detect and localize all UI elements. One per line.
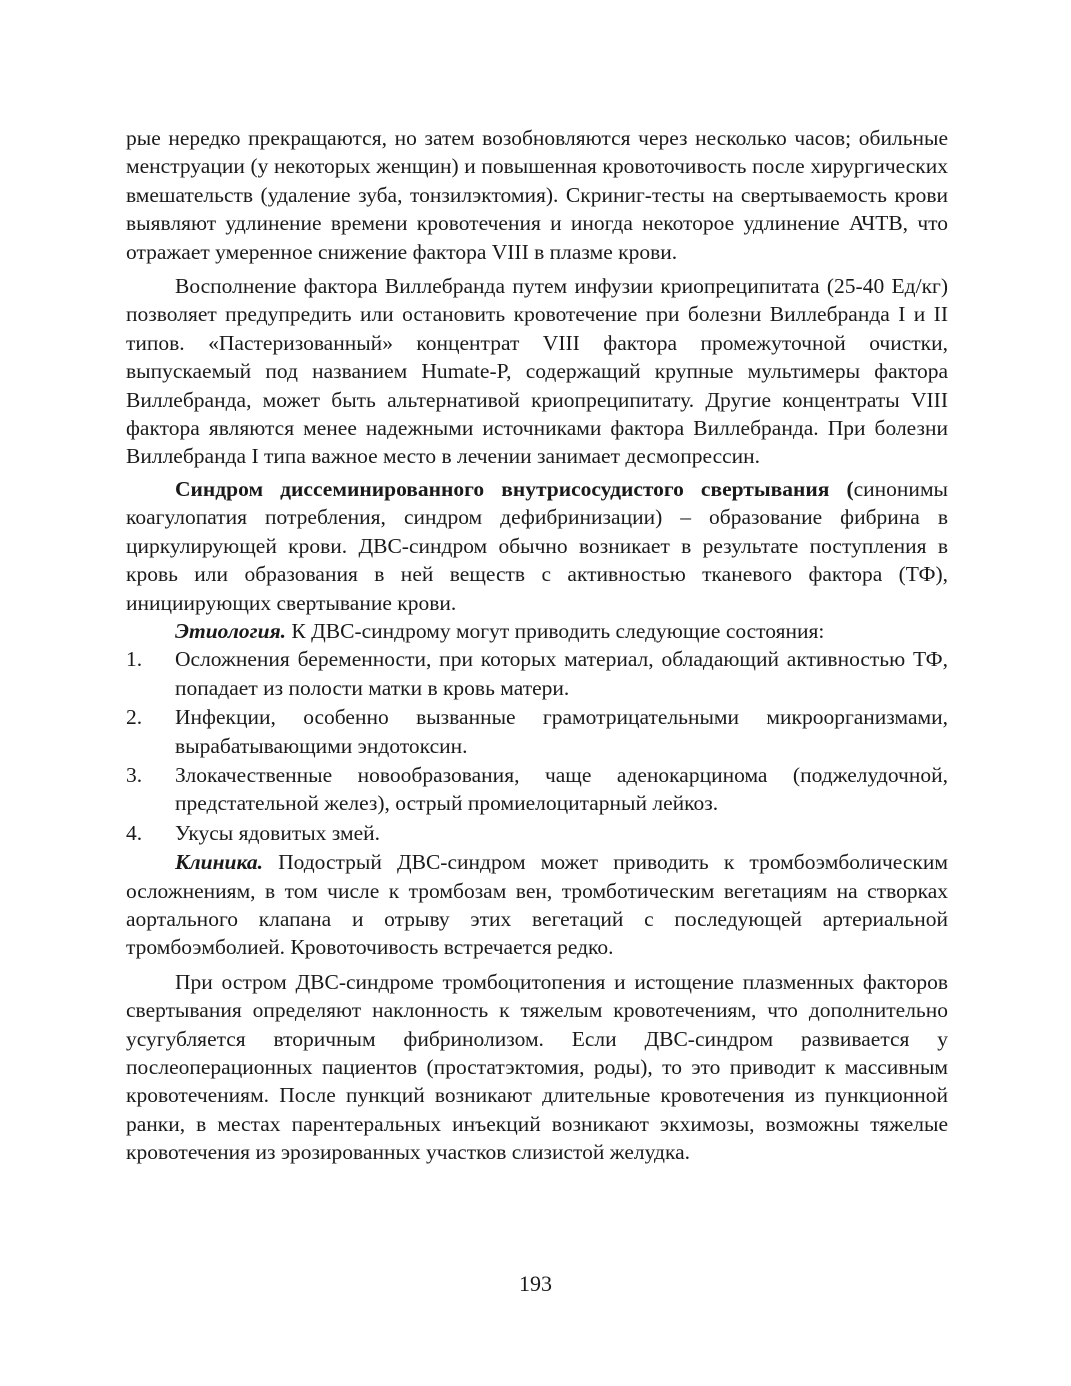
paragraph-acute-dic: При остром ДВС-синдроме тромбоцитопения и истощение плазменных факторов свертывания определяют наклонность к тяжелым кровотечениям, что дополнительно усугубляется вторичным фибринолизом. Если ДВС-синдром развивается у послеоперационных пациентов (простатэктомия, роды), то это приводит к массивным кровотечениям. После пункций возникают длительные кровотечения из пункционной ранки, в местах парентеральных инъекций возникают экхимозы, возможны тяжелые кровотечения из эрозированных участков слизистой желудка.	[126, 969, 948, 1165]
list-item-text: Укусы ядовитых змей.	[175, 820, 381, 845]
paragraph-etiology	[126, 617, 948, 645]
paragraph-clinic	[126, 848, 948, 962]
list-item-text: Осложнения беременности, при которых материал, обладающий активностью ТФ, попадает из полости матки в кровь матери.	[175, 647, 948, 700]
paragraph-dic-definition	[126, 475, 948, 617]
list-item-text: Злокачественные новообразования, чаще аденокарцинома (поджелудочной, предстательной желез), острый промиелоцитарный лейкоз.	[175, 762, 948, 816]
list-item	[126, 645, 948, 702]
list-item-number: 3.	[126, 762, 143, 787]
etiology-heading: Этиология.	[175, 618, 287, 643]
list-item-text: Инфекции, особенно вызванные грамотрицательными микроорганизмами, вырабатывающими эндотоксин.	[175, 705, 948, 758]
clinic-text: Подострый ДВС-синдром может приводить к тромбоэмболическим осложнениям, в том числе к тромбозам вен, тромботическим вегетациям на створках аортального клапана и отрыву этих вегетаций с последующей артериальной тромбоэмболией. Кровоточивость встречается редко.	[126, 850, 948, 960]
paragraph-continuation: рые нередко прекращаются, но затем возобновляются через несколько часов; обильные менструации (у некоторых женщин) и повышенная кровоточивость после хирургических вмешательств (удаление зуба, тонзилэктомия). Скриниг-тесты на свертываемость крови выявляют удлинение времени кровотечения и иногда некоторое удлинение АЧТВ, что отражает умеренное снижение фактора VIII в плазме крови.	[126, 126, 948, 264]
dic-term-heading: Синдром диссеминированного внутрисосудистого свертывания (	[175, 476, 854, 501]
list-item-number: 2.	[126, 705, 143, 730]
list-item	[126, 761, 948, 818]
list-item	[126, 819, 948, 847]
list-item-number: 1.	[126, 647, 143, 672]
list-item	[126, 703, 948, 760]
list-item-number: 4.	[126, 820, 143, 845]
page-body	[126, 124, 948, 1167]
etiology-intro: К ДВС-синдрому могут приводить следующие состояния:	[286, 618, 825, 643]
clinic-heading: Клиника.	[175, 850, 263, 875]
page-number: 193	[519, 1271, 552, 1296]
dic-definition-text: синонимы коагулопатия потребления, синдром дефибринизации) – образование фибрина в циркулирующей крови. ДВС-синдром обычно возникает в результате поступления в кровь или образования в ней веществ с активностью тканевого фактора (ТФ), инициирующих свертывание крови.	[126, 476, 948, 615]
paragraph-willebrand-treatment: Восполнение фактора Виллебранда путем инфузии криопреципитата (25-40 Ед/кг) позволяет предупредить или остановить кровотечение при болезни Виллебранда I и II типов. «Пастеризованный» концентрат VIII фактора промежуточной очистки, выпускаемый под названием Humate-P, содержащий крупные мультимеры фактора Виллебранда, может быть альтернативой криопреципитату. Другие концентраты VIII фактора являются менее надежными источниками фактора Виллебранда. При болезни Виллебранда I типа важное место в лечении занимает десмопрессин.	[126, 274, 948, 469]
etiology-list	[126, 645, 948, 847]
